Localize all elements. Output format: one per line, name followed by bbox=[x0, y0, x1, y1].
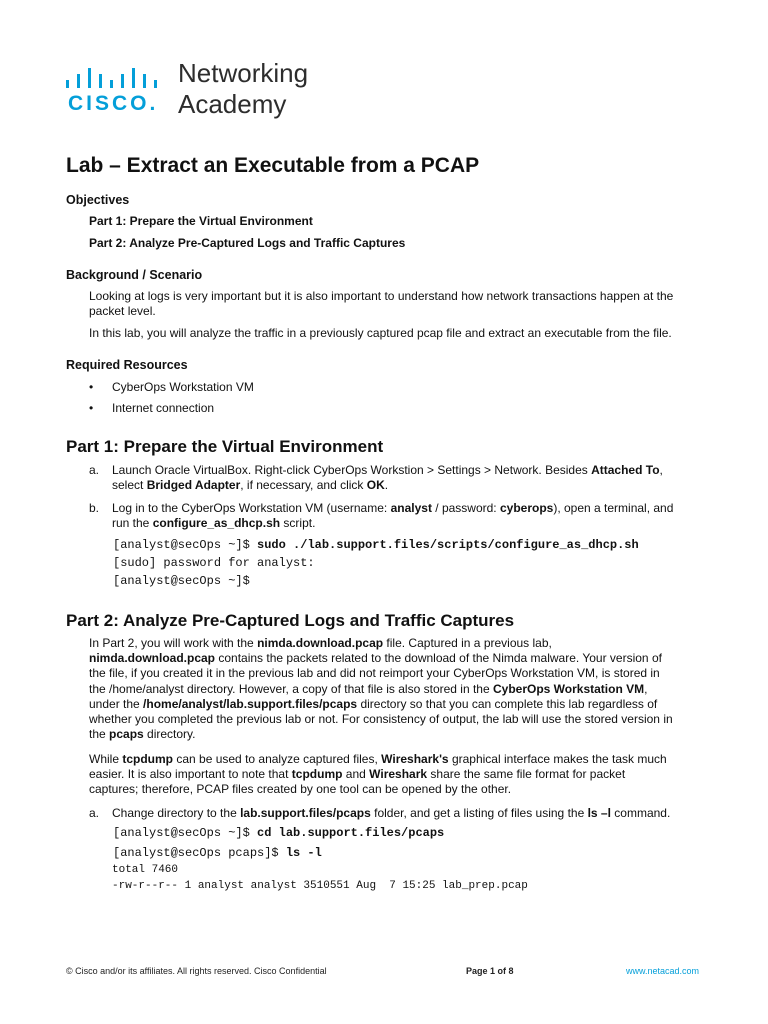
copyright-icon: © bbox=[66, 966, 73, 976]
objective-item: Part 2: Analyze Pre-Captured Logs and Traffic Captures bbox=[89, 236, 406, 250]
code-line: [analyst@secOps pcaps]$ ls -l bbox=[113, 846, 322, 860]
list-item: • CyberOps Workstation VM bbox=[89, 380, 254, 394]
code-line: [sudo] password for analyst: bbox=[113, 556, 315, 570]
footer-page-number: Page 1 of 8 bbox=[466, 966, 514, 976]
part1-heading: Part 1: Prepare the Virtual Environment bbox=[66, 437, 384, 456]
step-label: b. bbox=[89, 501, 100, 515]
background-heading: Background / Scenario bbox=[66, 268, 203, 282]
bullet: • bbox=[89, 401, 94, 415]
objective-item: Part 1: Prepare the Virtual Environment bbox=[89, 214, 313, 228]
footer-copyright: © Cisco and/or its affiliates. All rights reserved. Cisco Confidential bbox=[66, 966, 327, 976]
part2-step-a: Change directory to the lab.support.files/pcaps folder, and get a listing of files using the ls –l command. bbox=[112, 806, 671, 820]
logo-line1: Networking bbox=[178, 58, 309, 88]
step-label: a. bbox=[89, 806, 100, 820]
logo-line2: Academy bbox=[178, 89, 287, 119]
part2-paragraph: In Part 2, you will work with the nimda.download.pcap file. Captured in a previous lab, nimda.download.pcap contains the packets related to the download of the Nimda malware. Your version of the file, if you created it in the previous lab and did not reimport your CyberOps Workstation VM, is stored in the /home/analyst directory. However, a copy of that file is also stored in the CyberOps Workstation VM, under the /home/analyst/lab.support.files/pcaps directory so that you can complete this lab regardless of whether you completed the previous lab or not. For consistency of output, the lab will use the stored version in the pcaps directory. bbox=[89, 636, 673, 742]
resources-heading: Required Resources bbox=[66, 358, 188, 372]
background-paragraph: Looking at logs is very important but it is also important to understand how network transactions happen at the packet level. bbox=[89, 289, 674, 319]
part1-step-a: Launch Oracle VirtualBox. Right-click CyberOps Workstion > Settings > Network. Besides Attached To, select Bridged Adapter, if necessary, and click OK. bbox=[112, 463, 663, 493]
cisco-bars-icon bbox=[66, 64, 166, 92]
part1-step-b: Log in to the CyberOps Workstation VM (username: analyst / password: cyberops), open a terminal, and run the configure_as_dhcp.sh script. bbox=[112, 501, 674, 531]
code-line: -rw-r--r-- 1 analyst analyst 3510551 Aug 7 15:25 lab_prep.pcap bbox=[112, 880, 528, 892]
step-label: a. bbox=[89, 463, 100, 477]
code-line: total 7460 bbox=[112, 864, 179, 876]
code-line: [analyst@secOps ~]$ sudo ./lab.support.files/scripts/configure_as_dhcp.sh bbox=[113, 538, 639, 552]
code-line: [analyst@secOps ~]$ cd lab.support.files/pcaps bbox=[113, 826, 445, 840]
page-title: Lab – Extract an Executable from a PCAP bbox=[66, 154, 480, 177]
list-item: • Internet connection bbox=[89, 401, 215, 415]
part2-heading: Part 2: Analyze Pre-Captured Logs and Traffic Captures bbox=[66, 611, 515, 630]
logo-brand: CISCO. bbox=[68, 92, 159, 115]
background-paragraph: In this lab, you will analyze the traffic in a previously captured pcap file and extract an executable from the file. bbox=[89, 326, 672, 340]
footer-link[interactable]: www.netacad.com bbox=[626, 966, 700, 976]
cisco-logo bbox=[66, 58, 366, 122]
objectives-heading: Objectives bbox=[66, 193, 130, 207]
part2-paragraph: While tcpdump can be used to analyze captured files, Wireshark's graphical interface makes the task much easier. It is also important to note that tcpdump and Wireshark share the same file format for packet captures; therefore, PCAP files created by one tool can be opened by the other. bbox=[89, 752, 667, 797]
bullet: • bbox=[89, 380, 94, 394]
code-line: [analyst@secOps ~]$ bbox=[113, 574, 250, 588]
